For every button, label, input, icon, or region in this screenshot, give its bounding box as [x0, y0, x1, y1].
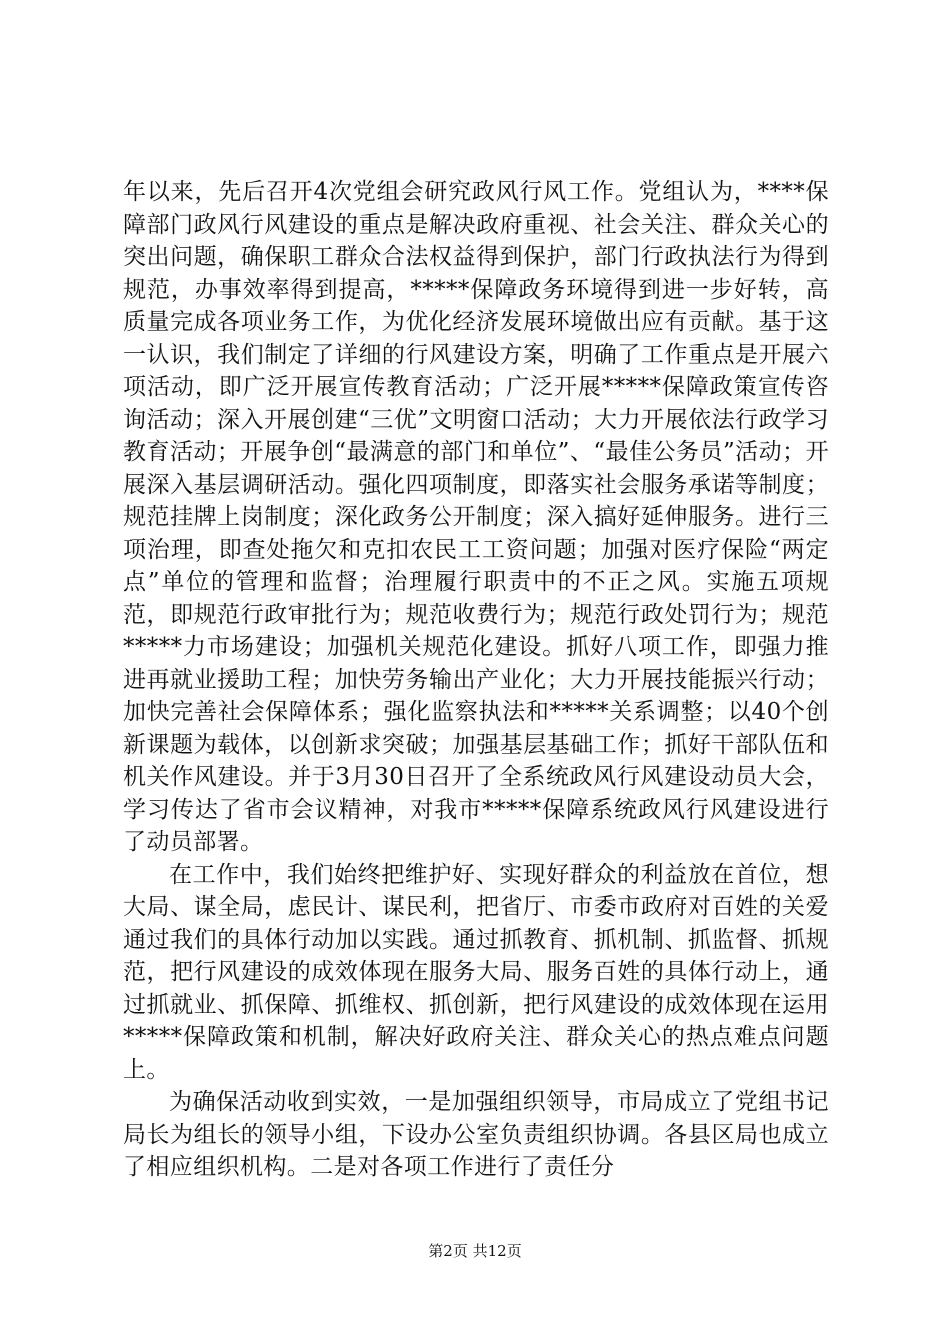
document-body	[123, 176, 829, 1184]
paragraph-3: 为确保活动收到实效，一是加强组织领导，市局成立了党组书记局长为组长的领导小组，下设办公室负责组织协调。各县区局也成立了相应组织机构。二是对各项工作进行了责任分	[123, 1089, 829, 1180]
paragraph-1: 年以来，先后召开4次党组会研究政风行风工作。党组认为，****保障部门政风行风建设的重点是解决政府重视、社会关注、群众关心的突出问题，确保职工群众合法权益得到保护，部门行政执法行为得到规范，办事效率得到提高，*****保障政务环境得到进一步好转，高质量完成各项业务工作，为优化经济发展环境做出应有贡献。基于这一认识，我们制定了详细的行风建设方案，明确了工作重点是开展六项活动，即广泛开展宣传教育活动；广泛开展*****保障政策宣传咨询活动；深入开展创建“三优”文明窗口活动；大力开展依法行政学习教育活动；开展争创“最满意的部门和单位”、“最佳公务员”活动；开展深入基层调研活动。强化四项制度，即落实社会服务承诺等制度；规范挂牌上岗制度；深化政务公开制度；深入搞好延伸服务。进行三项治理，即查处拖欠和克扣农民工工资问题；加强对医疗保险“两定点”单位的管理和监督；治理履行职责中的不正之风。实施五项规范，即规范行政审批行为；规范收费行为；规范行政处罚行为；规范*****力市场建设；加强机关规范化建设。抓好八项工作，即强力推进再就业援助工程；加快劳务输出产业化；大力开展技能振兴行动；加快完善社会保障体系；强化监察执法和*****关系调整；以40个创新课题为载体，以创新求突破；加强基层基础工作；抓好干部队伍和机关作风建设。并于3月30日召开了全系统政风行风建设动员大会，学习传达了省市会议精神，对我市*****保障系统政风行风建设进行了动员部署。	[123, 179, 829, 855]
paragraph-2: 在工作中，我们始终把维护好、实现好群众的利益放在首位，想大局、谋全局，虑民计、谋民利，把省厅、市委市政府对百姓的关爱通过我们的具体行动加以实践。通过抓教育、抓机制、抓监督、抓规范，把行风建设的成效体现在服务大局、服务百姓的具体行动上，通过抓就业、抓保障、抓维权、抓创新，把行风建设的成效体现在运用*****保障政策和机制，解决好政府关注、群众关心的热点难点问题上。	[123, 861, 829, 1083]
page-number-footer: 第2页 共12页	[428, 1242, 522, 1260]
